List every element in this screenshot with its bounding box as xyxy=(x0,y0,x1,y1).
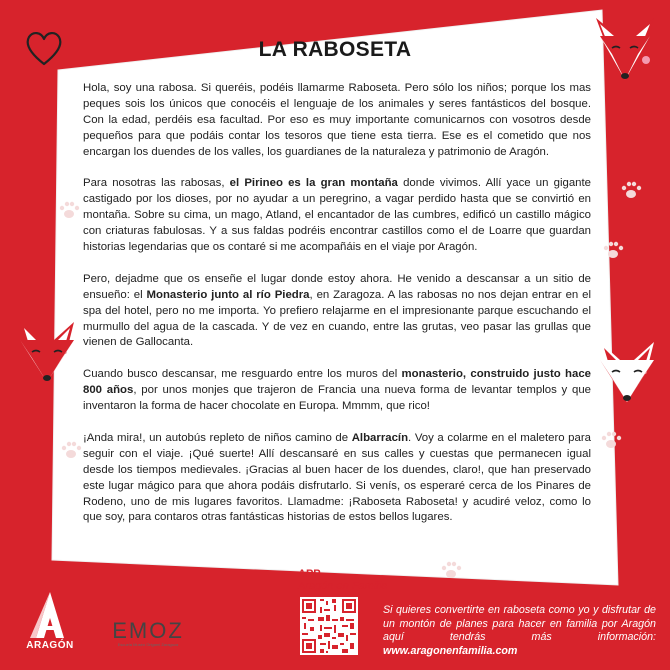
paw-print-icon xyxy=(600,430,622,450)
paw-print-icon xyxy=(440,560,462,580)
paragraph-muros: Cuando busco descansar, me resguardo entre los muros del monasterio, construido justo hace 800 años, por unos monjes que trajeron de Francia una nueva forma de levantar templos y que inventaron la forma de hacer chocolate en Europa. Mmmm, que rico! xyxy=(83,368,591,413)
paragraph-intro: Hola, soy una rabosa. Si queréis, podéis llamarme Raboseta. Pero sólo los niños; porque los mas peques sois los únicos que conocéis el lenguaje de los animales y seres fantásticos del bosque. Con la edad, perdéis esa facultad. Por eso es muy importante comunicarnos con vosotros desde pequeños para que podáis contar los tesoros que tiene esta tierra. Ese es el cometido que nos encargan los duendes de los valles, los guardianes de la naturaleza y patrimonio de Aragón. xyxy=(83,82,591,158)
paw-print-icon xyxy=(620,180,642,200)
paw-print-icon xyxy=(602,240,624,260)
paw-print-icon xyxy=(60,440,82,460)
paragraph-monasterio: Pero, dejadme que os enseñe el lugar donde estoy ahora. He venido a descansar a un sitio de ensueño: el Monasterio junto al río Piedra, en Zaragoza. A las rabosas no nos dejan entrar en el spa del hotel, pero no me importa. Yo prefiero relajarme en el impresionante parque escuchando el murmullo del agua de la cascada. Y de vez en cuando, entre las grutas, veo pasar las grullas que vienen de Gallocanta. xyxy=(83,272,591,349)
paw-print-icon xyxy=(58,200,80,220)
fox-face-icon xyxy=(592,340,662,406)
emoz-logo: EMOZ Escuela Museo Origami Zaragoza xyxy=(112,618,184,647)
aragon-logo-text: ARAGÓN xyxy=(26,640,74,651)
page-title: LA RABOSETA xyxy=(258,38,412,61)
qr-code[interactable] xyxy=(300,597,358,655)
paragraph-albarracin: ¡Anda mira!, un autobús repleto de niños camino de Albarracín. Voy a colarme en el maletero para seguir con el viaje. ¡Qué suerte! Allí descansaré en sus calles y cuestas que permanecen igual desde los tiempos medievales. ¡Gracias al buen hacer de los duendes, claro!, que han preservado este lugar mágico para que ahora podáis disfrutarlo. Si venís, os esperaré cerca de los Pinares de Rodeno, uno de mis lugares favoritos. Llamadme: ¡Raboseta Raboseta! y acudiré veloz, como lo que soy, para contaros otras fantásticas historias de estos bellos lugares. xyxy=(83,431,591,524)
fox-face-icon xyxy=(12,320,82,386)
paragraph-pirineo: Para nosotras las rabosas, el Pirineo es la gran montaña donde vivimos. Allí yace un gigante castigado por los dioses, por no ayudar a un peregrino, a vagar perdido hasta que se convirtió en montaña. Sobre su cima, un mago, Atland, el encantador de las cumbres, edificó un castillo mágico con criaturas fabulosas. Y a sus faldas podréis encontrar castillos como el de Loarre que guardan historias legendarias que os contaré si me acompañáis en el viaje por Aragón. xyxy=(83,177,591,254)
story-text xyxy=(83,81,591,542)
website-link[interactable]: www.aragonenfamilia.com xyxy=(383,645,518,658)
promo-text: Si quieres convertirte en raboseta como yo y disfrutar de un montón de planes para hacer en familia por Aragón aquí tendrás más información: www.aragonenfamilia.com xyxy=(383,604,656,658)
app-label: APP Aragón en Familia xyxy=(298,568,388,592)
